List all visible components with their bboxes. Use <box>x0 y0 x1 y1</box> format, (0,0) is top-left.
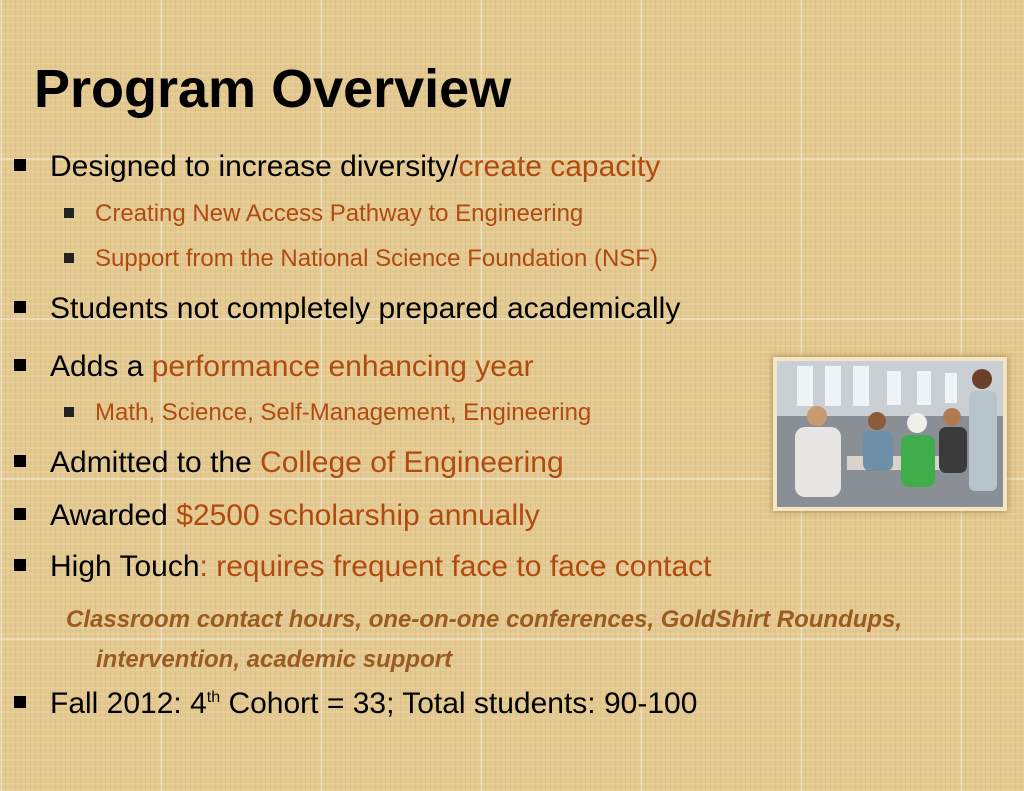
square-bullet-icon <box>64 253 74 263</box>
sub-bullet-pathway: Creating New Access Pathway to Engineering <box>64 200 583 228</box>
square-bullet-icon <box>64 407 74 417</box>
bullet-prepared: Students not completely prepared academically <box>14 292 680 326</box>
contact-note: Classroom contact hours, one-on-one conferences, GoldShirt Roundups, intervention, academic support <box>66 606 903 673</box>
square-bullet-icon <box>14 159 26 171</box>
square-bullet-icon <box>14 359 26 371</box>
sub-bullet-subjects: Math, Science, Self-Management, Engineering <box>64 399 591 427</box>
bullet-performance-year: Adds a performance enhancing year <box>14 350 534 384</box>
square-bullet-icon <box>14 455 26 467</box>
square-bullet-icon <box>14 559 26 571</box>
bullet-admitted: Admitted to the College of Engineering <box>14 446 564 480</box>
students-photo <box>773 357 1007 511</box>
slide-title: Program Overview <box>34 59 512 119</box>
square-bullet-icon <box>64 208 74 218</box>
bullet-scholarship: Awarded $2500 scholarship annually <box>14 499 540 533</box>
square-bullet-icon <box>14 508 26 520</box>
bullet-cohort: Fall 2012: 4th Cohort = 33; Total students: 90-100 <box>14 687 697 721</box>
sub-bullet-nsf: Support from the National Science Foundation (NSF) <box>64 245 658 273</box>
bullet-high-touch: High Touch: requires frequent face to face contact <box>14 550 712 584</box>
square-bullet-icon <box>14 696 26 708</box>
square-bullet-icon <box>14 301 26 313</box>
bullet-diversity: Designed to increase diversity/create capacity <box>14 150 660 184</box>
